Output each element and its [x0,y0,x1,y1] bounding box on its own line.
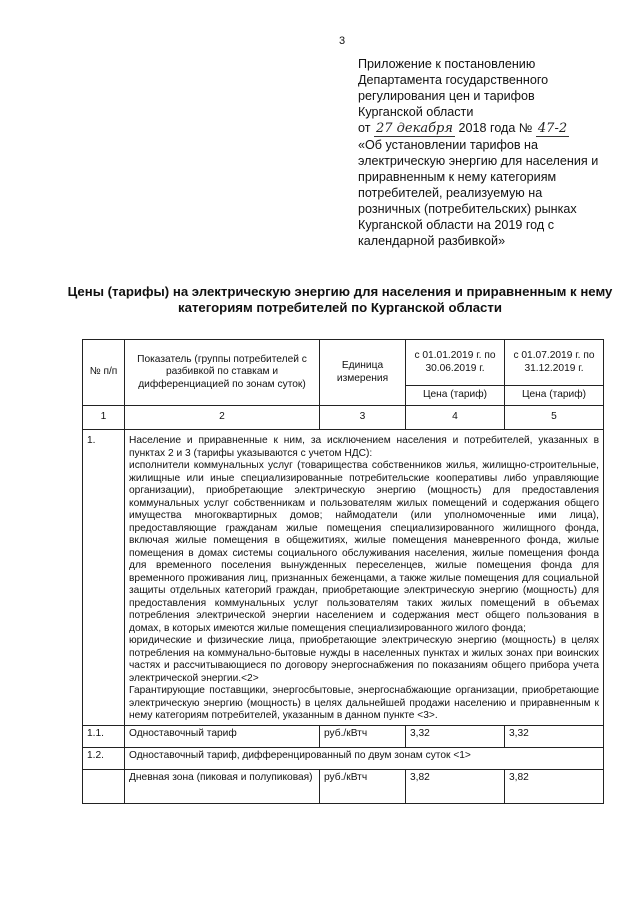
row-num [83,769,125,803]
row-label: Дневная зона (пиковая и полупиковая) [125,769,320,803]
column-number-row [83,406,604,430]
tariff-table [82,339,604,804]
table-header-row [83,340,604,386]
date-prefix: от [358,121,371,135]
row-num: 1. [83,430,125,726]
page-number: 3 [339,35,346,47]
row-value-1: 3,32 [406,725,505,747]
col-number: 4 [406,406,505,430]
row-label: Одноставочный тариф, дифференцированный по двум зонам суток <1> [125,747,604,769]
row-value-2: 3,32 [505,725,604,747]
col-number: 5 [505,406,604,430]
col-number: 1 [83,406,125,430]
row-num: 1.1. [83,725,125,747]
header-price-1: Цена (тариф) [406,386,505,406]
date-suffix: 2018 года № [458,121,533,135]
row-unit: руб./кВтч [320,769,406,803]
header-indicator: Показатель (группы потребителей с разбивкой по ставкам и дифференциацией по зонам суток) [125,340,320,406]
col-number: 2 [125,406,320,430]
appendix-line: Департамента государственного [358,73,549,87]
appendix-subject: розничных (потребительских) рынках [358,202,577,216]
table-row [83,725,604,747]
description-paragraph: Население и приравненные к ним, за исключением населения и потребителей, указанных в пунктах 2 и 3 (тарифы указываются с учетом НДС): [129,435,599,459]
handwritten-number: 47-2 [537,121,568,136]
appendix-date-line [358,120,638,137]
description-paragraph: исполнители коммунальных услуг (товарищества собственников жилья, жилищно-строительные, жилищные или иные специализированные потребительские кооперативы либо управляющие организации), приобретающие электрическую энергию (мощность) для предоставления коммунальных услуг собственникам и пользователям жилых помещений и содержания общего имущества многоквартирных домов; наймодатели (или уполномоченные ими лица), предоставляющие гражданам жилые помещения специализированного жилищного фонда, включая жилые помещения в общежитиях, жилые помещения маневренного фонда, жилые помещения в домах системы социального обслуживания населения, жилые помещения фонда для временного поселения вынужденных переселенцев, жилые помещения фонда для временного проживания лиц, признанных беженцами, а также жилые помещения для социальной защиты отдельных категорий граждан, приобретающие электрическую энергию (мощность) для предоставления коммунальных услуг пользователям таких жилых помещений в объемах потребления электрической энергии населением и содержания мест общего пользования в домах, в которых имеются жилые помещения специализированного жилого фонда; [129,460,599,634]
table-row [83,769,604,803]
row-label: Одноставочный тариф [125,725,320,747]
table-row [83,747,604,769]
description-paragraph: юридические и физические лица, приобретающие электрическую энергию (мощность) в целях потребления на коммунально-бытовые нужды в населенных пунктах и жилых зонах при воинских частях и рассчитывающиеся по договору энергоснабжения по показаниям общего прибора учета электрической энергии.<2> [129,635,599,684]
appendix-subject: календарной разбивкой» [358,234,506,248]
row-value-1: 3,82 [406,769,505,803]
document-title: Цены (тарифы) на электрическую энергию для населения и приравненным к нему категориям потребителей по Курганской области [67,284,613,315]
header-price-2: Цена (тариф) [505,386,604,406]
row-value-2: 3,82 [505,769,604,803]
appendix-line: регулирования цен и тарифов [358,89,535,103]
handwritten-date: 27 декабря [376,121,453,136]
appendix-subject: приравненным к нему категориям [358,170,557,184]
header-num: № п/п [83,340,125,406]
appendix-subject: «Об установлении тарифов на [358,138,539,152]
header-period-1: с 01.01.2019 г. по 30.06.2019 г. [406,340,505,386]
header-unit: Единица измерения [320,340,406,406]
col-number: 3 [320,406,406,430]
row-unit: руб./кВтч [320,725,406,747]
row-num: 1.2. [83,747,125,769]
row-description [125,430,604,726]
appendix-line: Приложение к постановлению [358,57,536,71]
table-row [83,430,604,726]
description-paragraph: Гарантирующие поставщики, энергосбытовые, энергоснабжающие организации, приобретающие электрическую энергию (мощность) в целях дальнейшей продажи населению и приравненным к нему категориям потребителей, указанным в данном пункте <3>. [129,685,599,721]
appendix-subject: Курганской области на 2019 год с [358,218,555,232]
appendix-line: Курганской области [358,105,474,119]
appendix-subject: потребителей, реализуемую на [358,186,543,200]
appendix-block [358,56,638,249]
appendix-subject: электрическую энергию для населения и [358,154,599,168]
header-period-2: с 01.07.2019 г. по 31.12.2019 г. [505,340,604,386]
